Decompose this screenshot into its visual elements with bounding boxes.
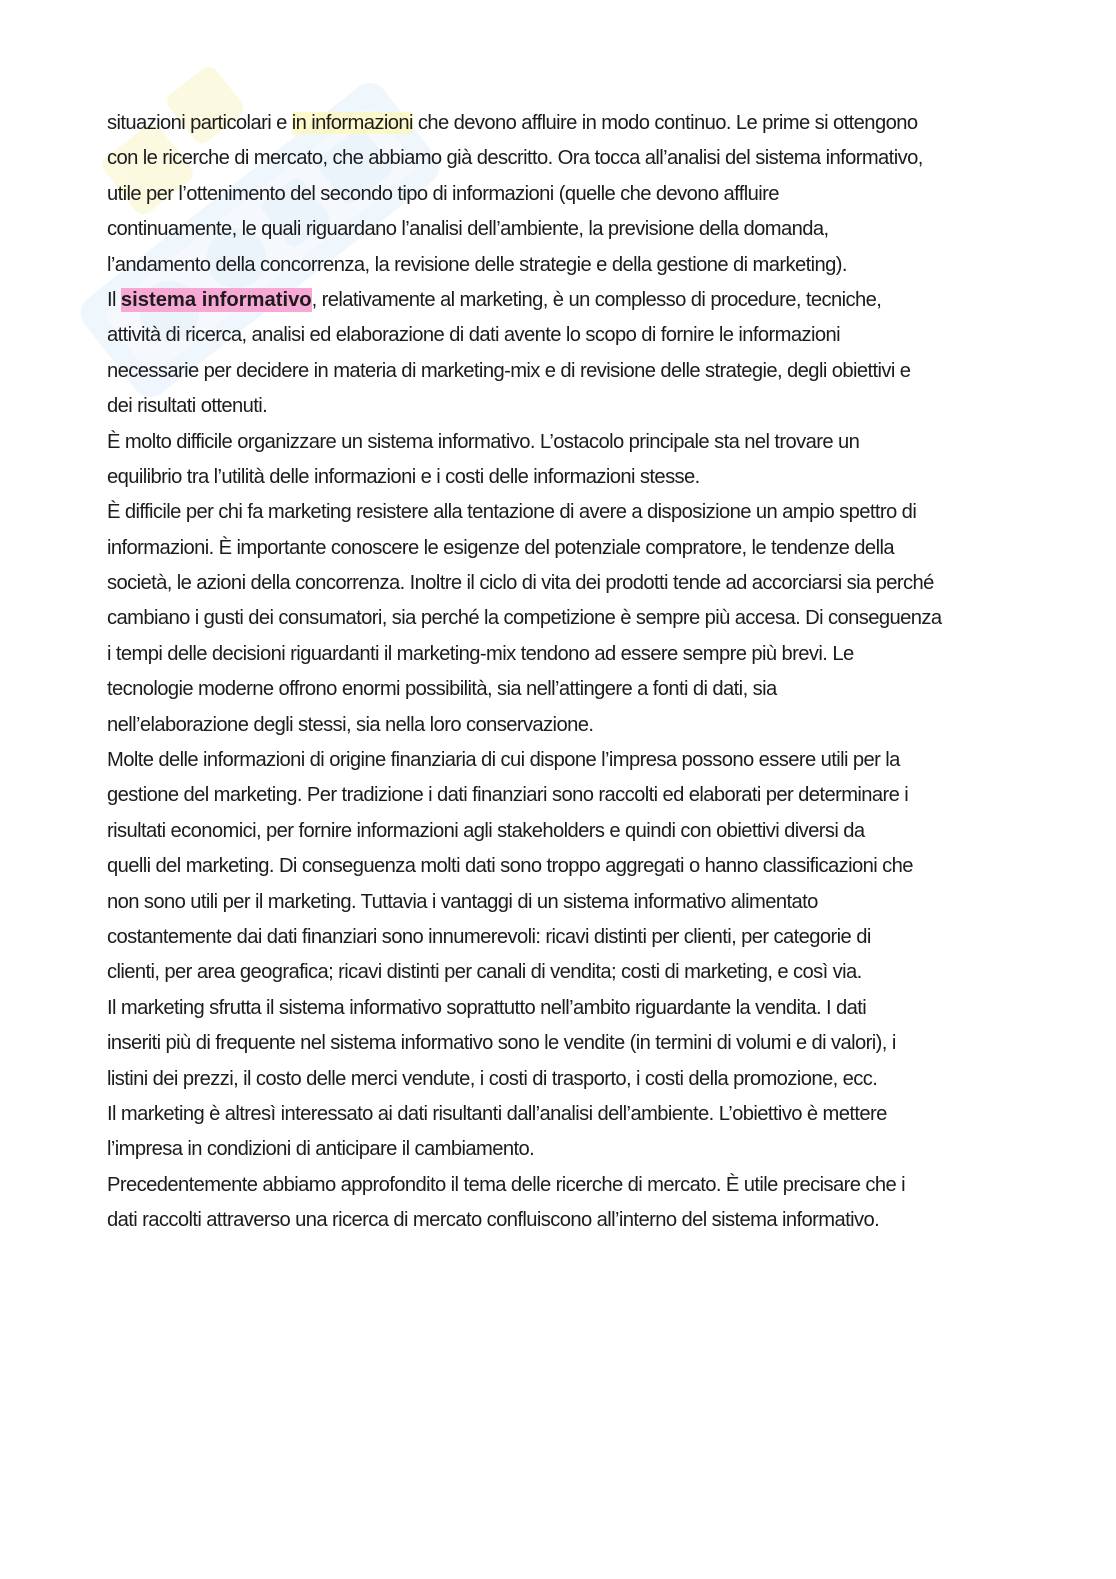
text-line <box>107 283 1017 318</box>
text-line: utile per l’ottenimento del secondo tipo di informazioni (quelle che devono affluire <box>107 182 779 205</box>
text-line: l’andamento della concorrenza, la revisione delle strategie e della gestione di marketing). <box>107 253 847 276</box>
text-line: clienti, per area geografica; ricavi distinti per canali di vendita; costi di marketing, e così via. <box>107 961 862 984</box>
text-line: È molto difficile organizzare un sistema informativo. L’ostacolo principale sta nel trovare un <box>107 430 860 453</box>
text-line: risultati economici, per fornire informazioni agli stakeholders e quindi con obiettivi diversi da <box>107 819 865 842</box>
text-line: dei risultati ottenuti. <box>107 395 268 418</box>
text-line: con le ricerche di mercato, che abbiamo già descritto. Ora tocca all’analisi del sistema informativo, <box>107 147 923 170</box>
text-line: È difficile per chi fa marketing resistere alla tentazione di avere a disposizione un ampio spettro di <box>107 501 917 524</box>
document-body <box>107 106 1017 1239</box>
text-line: continuamente, le quali riguardano l’analisi dell’ambiente, la previsione della domanda, <box>107 218 829 241</box>
text-span: che devono affluire in modo continuo. Le prime si ottengono <box>412 112 918 134</box>
text-line: Il marketing sfrutta il sistema informativo soprattutto nell’ambito riguardante la vendita. I dati <box>107 996 867 1019</box>
text-span: situazioni particolari e <box>107 112 292 134</box>
text-line: listini dei prezzi, il costo delle merci vendute, i costi di trasporto, i costi della promozione, ecc. <box>107 1067 878 1090</box>
text-line: società, le azioni della concorrenza. Inoltre il ciclo di vita dei prodotti tende ad accorciarsi sia perché <box>107 572 934 595</box>
text-line: i tempi delle decisioni riguardanti il marketing-mix tendono ad essere sempre più brevi. Le <box>107 642 854 665</box>
text-line <box>107 106 1017 141</box>
text-line: cambiano i gusti dei consumatori, sia perché la competizione è sempre più accesa. Di conseguenza <box>107 607 942 630</box>
text-line: attività di ricerca, analisi ed elaborazione di dati avente lo scopo di fornire le informazioni <box>107 324 840 347</box>
text-line: gestione del marketing. Per tradizione i dati finanziari sono raccolti ed elaborati per determinare i <box>107 784 909 807</box>
text-line: nell’elaborazione degli stessi, sia nella loro conservazione. <box>107 713 594 736</box>
text-line: Precedentemente abbiamo approfondito il tema delle ricerche di mercato. È utile precisare che i <box>107 1173 906 1196</box>
text-line: inseriti più di frequente nel sistema informativo sono le vendite (in termini di volumi e di valori), i <box>107 1032 896 1055</box>
text-span: Il <box>107 288 121 311</box>
highlighted-keyword: sistema informativo <box>120 288 312 311</box>
text-line: Molte delle informazioni di origine finanziaria di cui dispone l’impresa possono essere utili per la <box>107 749 900 772</box>
text-line: Il marketing è altresì interessato ai dati risultanti dall’analisi dell’ambiente. L’obiettivo è mettere <box>107 1102 887 1125</box>
text-line: informazioni. È importante conoscere le esigenze del potenziale compratore, le tendenze della <box>107 536 894 559</box>
text-span: , relativamente al marketing, è un complesso di procedure, tecniche, <box>311 288 882 311</box>
text-line: equilibrio tra l’utilità delle informazioni e i costi delle informazioni stesse. <box>107 465 700 488</box>
highlighted-phrase: in informazioni <box>291 112 413 134</box>
text-line: necessarie per decidere in materia di marketing-mix e di revisione delle strategie, degli obiettivi e <box>107 359 911 382</box>
text-line: costantemente dai dati finanziari sono innumerevoli: ricavi distinti per clienti, per categorie di <box>107 925 871 948</box>
text-line: l’impresa in condizioni di anticipare il cambiamento. <box>107 1138 535 1161</box>
text-line: quelli del marketing. Di conseguenza molti dati sono troppo aggregati o hanno classificazioni che <box>107 855 913 878</box>
text-line: dati raccolti attraverso una ricerca di mercato confluiscono all’interno del sistema informativo. <box>107 1209 880 1232</box>
text-line: tecnologie moderne offrono enormi possibilità, sia nell’attingere a fonti di dati, sia <box>107 678 777 701</box>
text-line: non sono utili per il marketing. Tuttavia i vantaggi di un sistema informativo alimentato <box>107 890 818 913</box>
